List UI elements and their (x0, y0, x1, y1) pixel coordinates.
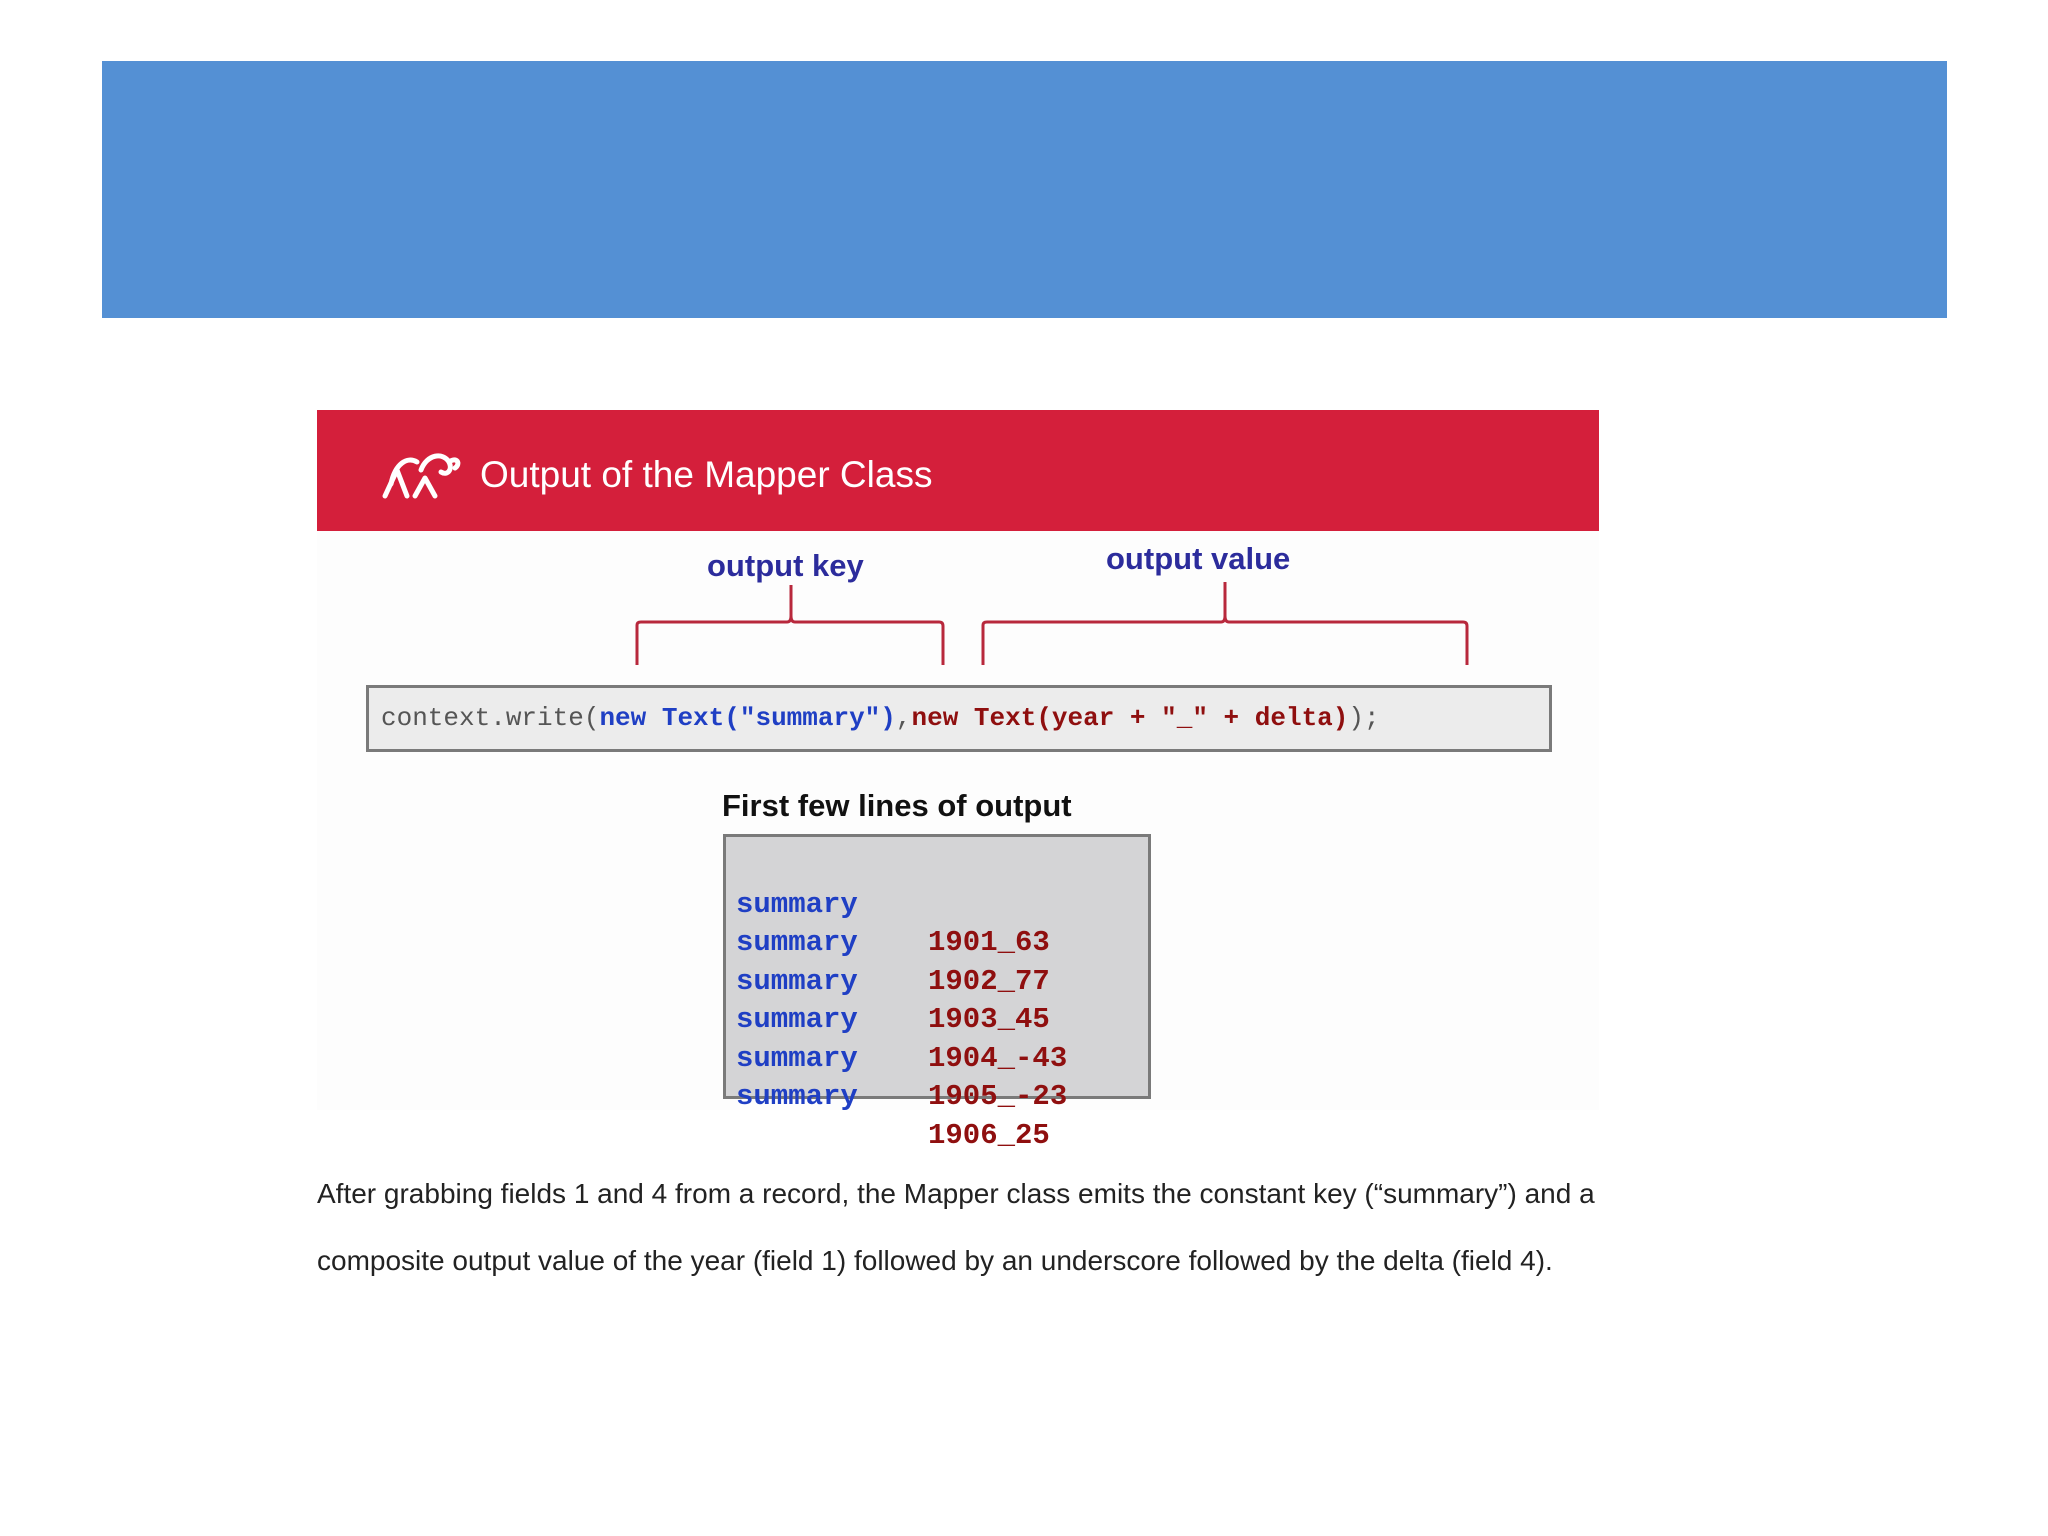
output-row-value: 1905_-23 (928, 1080, 1068, 1113)
code-separator: , (895, 703, 912, 733)
output-heading: First few lines of output (722, 788, 1072, 823)
slide-title-band (102, 61, 1947, 318)
output-row-key: summary (736, 964, 858, 998)
figure-title: Output of the Mapper Class (480, 454, 933, 495)
output-key-label: output key (707, 548, 864, 583)
output-row-value: 1901_63 (928, 926, 1050, 959)
slide-caption (317, 1160, 1767, 1294)
output-row-value: 1902_77 (928, 964, 1050, 998)
output-row (726, 847, 1148, 959)
output-value-label: output value (1106, 541, 1291, 576)
output-row-key: summary (736, 887, 858, 921)
output-key-brace (637, 585, 943, 665)
code-prefix: context.write( (381, 703, 600, 733)
output-row-value: 1904_-43 (928, 1041, 1068, 1075)
output-value-brace (983, 582, 1467, 665)
output-row-key: summary (736, 1041, 858, 1075)
output-row-value: 1903_45 (928, 1003, 1050, 1036)
output-lines-box (723, 834, 1151, 1152)
code-key-part: new Text("summary") (599, 703, 896, 733)
code-line (366, 685, 1552, 752)
output-braces (317, 410, 1599, 670)
code-suffix: ); (1348, 703, 1380, 733)
output-row-value: 1906_25 (928, 1118, 1050, 1152)
output-row-key: summary (736, 1003, 858, 1036)
caption-line: After grabbing fields 1 and 4 from a record, the Mapper class emits the constant key (“summary”) and a (317, 1178, 1595, 1209)
caption-line: composite output value of the year (field 1) followed by an underscore followed by the delta (field 4). (317, 1245, 1553, 1276)
mapper-output-figure (317, 410, 1599, 1152)
output-row-key: summary (736, 926, 858, 959)
code-value-part: new Text(year + "_" + delta) (911, 703, 1349, 733)
output-row-key: summary (736, 1080, 858, 1113)
